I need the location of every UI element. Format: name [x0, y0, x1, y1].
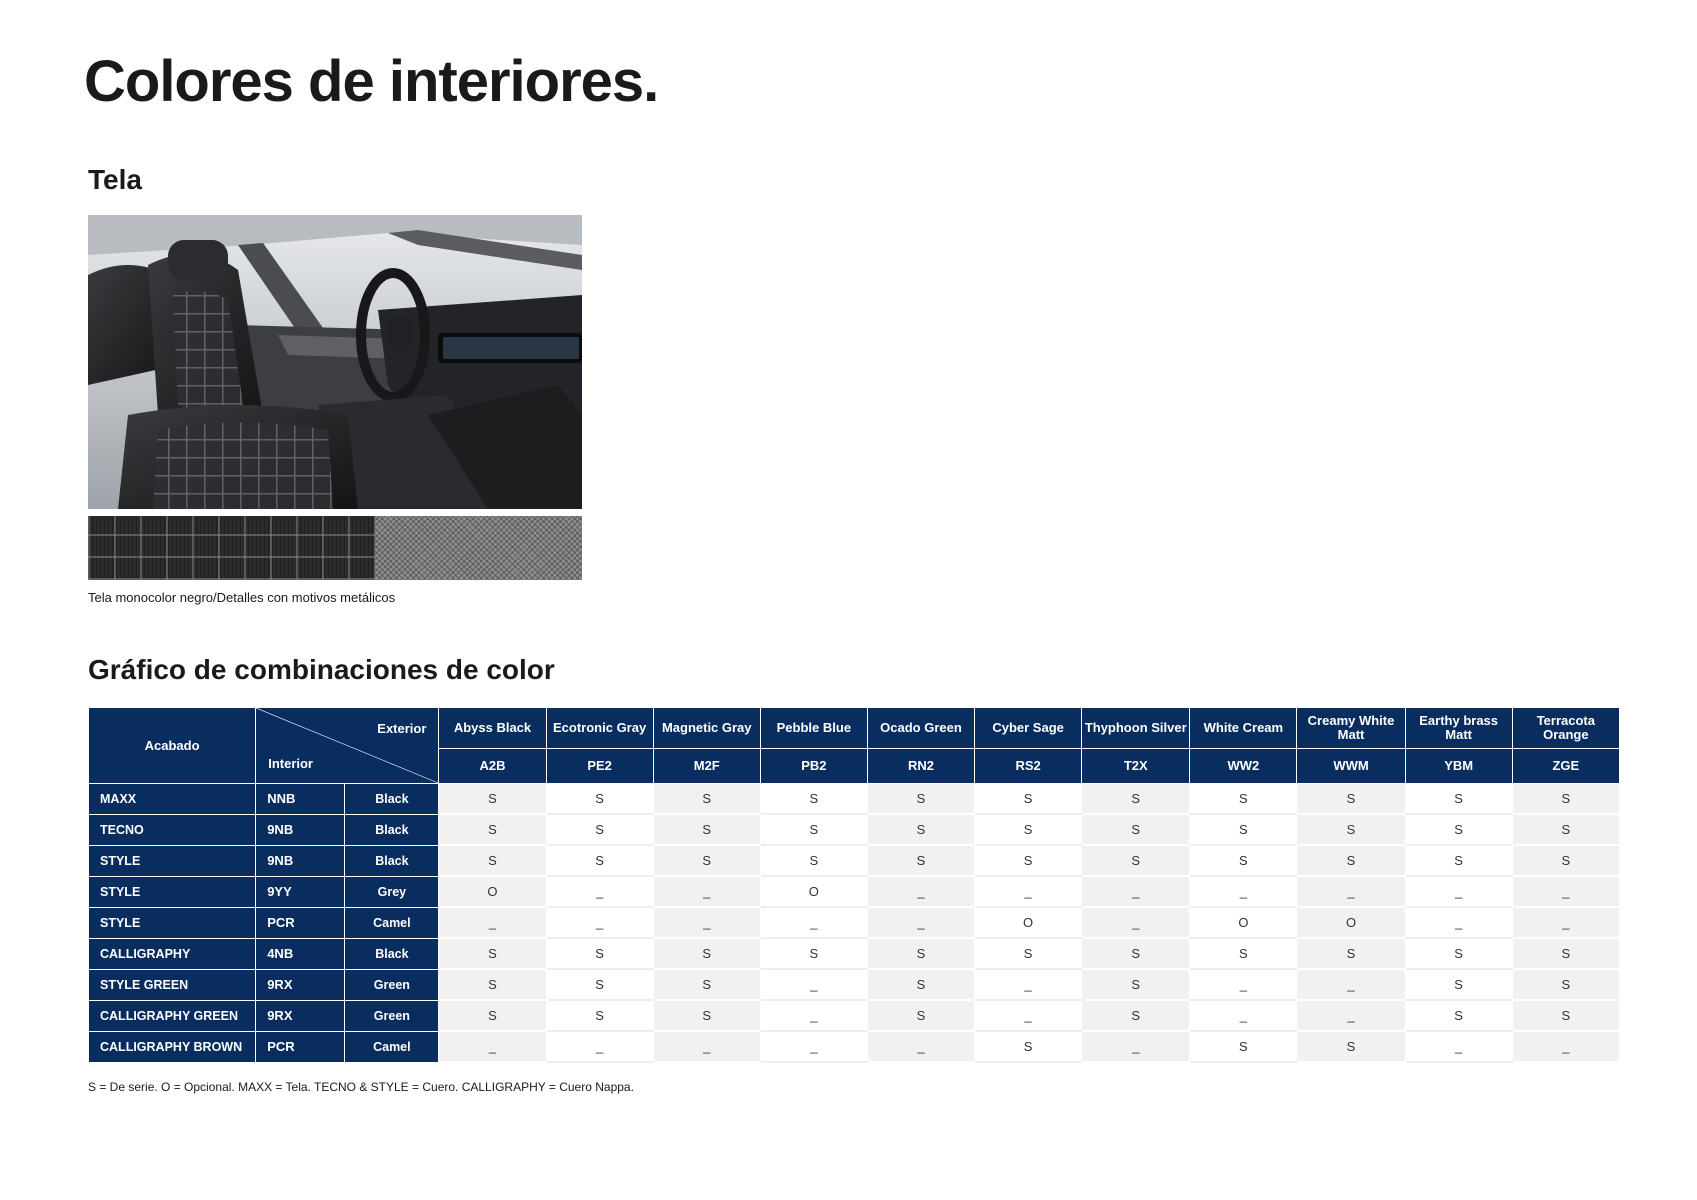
availability-cell: _ — [653, 1031, 760, 1062]
table-row — [89, 814, 1620, 845]
availability-cell: _ — [1405, 876, 1512, 907]
availability-cell: S — [439, 784, 546, 815]
trim-name: CALLIGRAPHY — [89, 938, 256, 969]
availability-cell: S — [760, 784, 867, 815]
table-row — [89, 907, 1620, 938]
availability-cell: S — [546, 1000, 653, 1031]
availability-cell: S — [760, 814, 867, 845]
availability-cell: S — [1190, 1031, 1297, 1062]
interior-code: 4NB — [256, 938, 345, 969]
availability-cell: S — [1297, 845, 1405, 876]
plaid-fabric-swatch — [88, 516, 375, 580]
exterior-color-header: White Cream — [1190, 708, 1297, 749]
interior-color: Camel — [345, 1031, 439, 1062]
availability-cell: _ — [1082, 876, 1190, 907]
interior-code: 9RX — [256, 1000, 345, 1031]
exterior-code-header: T2X — [1082, 749, 1190, 784]
table-body — [89, 784, 1620, 1063]
availability-cell: S — [546, 969, 653, 1000]
table-row — [89, 1031, 1620, 1062]
exterior-code-header: YBM — [1405, 749, 1512, 784]
availability-cell: S — [546, 814, 653, 845]
availability-cell: S — [760, 938, 867, 969]
availability-cell: _ — [1190, 1000, 1297, 1031]
availability-cell: _ — [760, 1000, 867, 1031]
availability-cell: S — [439, 814, 546, 845]
exterior-code-header: WWM — [1297, 749, 1405, 784]
availability-cell: _ — [1297, 1000, 1405, 1031]
exterior-code-header: RS2 — [975, 749, 1082, 784]
exterior-color-header: Earthy brass Matt — [1405, 708, 1512, 749]
availability-cell: _ — [1512, 907, 1619, 938]
availability-cell: S — [1512, 969, 1619, 1000]
availability-cell: S — [653, 1000, 760, 1031]
availability-cell: S — [1512, 938, 1619, 969]
availability-cell: _ — [1082, 907, 1190, 938]
availability-cell: _ — [1405, 907, 1512, 938]
interior-code: 9NB — [256, 845, 345, 876]
exterior-code-header: A2B — [439, 749, 546, 784]
trim-name: STYLE — [89, 845, 256, 876]
availability-cell: S — [653, 845, 760, 876]
availability-cell: S — [867, 969, 974, 1000]
availability-cell: O — [439, 876, 546, 907]
availability-cell: S — [1405, 814, 1512, 845]
availability-cell: S — [1082, 938, 1190, 969]
availability-cell: S — [439, 1000, 546, 1031]
table-row — [89, 876, 1620, 907]
interior-code: PCR — [256, 907, 345, 938]
exterior-code-header: ZGE — [1512, 749, 1619, 784]
trim-name: MAXX — [89, 784, 256, 815]
interior-color: Black — [345, 814, 439, 845]
table-row — [89, 845, 1620, 876]
availability-cell: _ — [1190, 969, 1297, 1000]
availability-cell: S — [653, 938, 760, 969]
availability-cell: S — [1190, 814, 1297, 845]
interior-color: Green — [345, 969, 439, 1000]
availability-cell: S — [1190, 784, 1297, 815]
availability-cell: S — [653, 969, 760, 1000]
availability-cell: _ — [760, 907, 867, 938]
interior-code: 9NB — [256, 814, 345, 845]
availability-cell: S — [975, 1031, 1082, 1062]
exterior-code-header: M2F — [653, 749, 760, 784]
availability-cell: S — [546, 845, 653, 876]
trim-name: TECNO — [89, 814, 256, 845]
availability-cell: _ — [1405, 1031, 1512, 1062]
interior-color: Grey — [345, 876, 439, 907]
interior-color: Camel — [345, 907, 439, 938]
legend-note: S = De serie. O = Opcional. MAXX = Tela. TECNO & STYLE = Cuero. CALLIGRAPHY = Cuero Nappa. — [88, 1080, 634, 1094]
availability-cell: _ — [1082, 1031, 1190, 1062]
exterior-code-header: WW2 — [1190, 749, 1297, 784]
acabado-header: Acabado — [89, 708, 256, 784]
interior-photo — [88, 215, 582, 509]
interior-color: Black — [345, 938, 439, 969]
availability-cell: S — [975, 938, 1082, 969]
availability-cell: _ — [760, 1031, 867, 1062]
availability-cell: _ — [1190, 876, 1297, 907]
availability-cell: S — [1405, 845, 1512, 876]
exterior-color-header: Thyphoon Silver — [1082, 708, 1190, 749]
exterior-interior-header — [256, 708, 439, 784]
table-row — [89, 938, 1620, 969]
availability-cell: _ — [975, 876, 1082, 907]
availability-cell: S — [439, 969, 546, 1000]
availability-cell: S — [867, 1000, 974, 1031]
availability-cell: S — [1512, 784, 1619, 815]
car-interior-illustration — [88, 215, 582, 509]
availability-cell: _ — [867, 907, 974, 938]
availability-cell: _ — [1512, 1031, 1619, 1062]
table-row — [89, 969, 1620, 1000]
availability-cell: S — [546, 784, 653, 815]
availability-cell: S — [1297, 784, 1405, 815]
availability-cell: _ — [1297, 969, 1405, 1000]
fabric-swatches — [88, 516, 582, 580]
availability-cell: S — [1082, 1000, 1190, 1031]
availability-cell: S — [653, 814, 760, 845]
availability-cell: S — [1082, 969, 1190, 1000]
availability-cell: _ — [439, 1031, 546, 1062]
exterior-color-header: Pebble Blue — [760, 708, 867, 749]
exterior-code-header: RN2 — [867, 749, 974, 784]
availability-cell: _ — [975, 1000, 1082, 1031]
interior-code: 9YY — [256, 876, 345, 907]
availability-cell: _ — [975, 969, 1082, 1000]
fabric-caption: Tela monocolor negro/Detalles con motivos metálicos — [88, 590, 396, 605]
interior-color: Green — [345, 1000, 439, 1031]
trim-name: STYLE — [89, 907, 256, 938]
availability-cell: S — [653, 784, 760, 815]
trim-name: CALLIGRAPHY BROWN — [89, 1031, 256, 1062]
availability-cell: _ — [760, 969, 867, 1000]
availability-cell: _ — [1297, 876, 1405, 907]
availability-cell: _ — [546, 876, 653, 907]
table-row — [89, 1000, 1620, 1031]
availability-cell: S — [975, 784, 1082, 815]
availability-cell: _ — [653, 907, 760, 938]
availability-cell: S — [1082, 814, 1190, 845]
fabric-heading: Tela — [88, 164, 142, 195]
availability-cell: S — [760, 845, 867, 876]
availability-cell: S — [975, 814, 1082, 845]
availability-cell: S — [1512, 1000, 1619, 1031]
availability-cell: S — [867, 845, 974, 876]
table-row — [89, 784, 1620, 815]
availability-cell: _ — [867, 1031, 974, 1062]
availability-cell: S — [1297, 1031, 1405, 1062]
availability-cell: S — [1082, 784, 1190, 815]
availability-cell: O — [1190, 907, 1297, 938]
chart-heading: Gráfico de combinaciones de color — [88, 654, 555, 685]
exterior-color-header: Ocado Green — [867, 708, 974, 749]
exterior-color-header: Cyber Sage — [975, 708, 1082, 749]
exterior-color-header: Creamy White Matt — [1297, 708, 1405, 749]
availability-cell: _ — [653, 876, 760, 907]
page-title: Colores de interiores. — [84, 49, 659, 114]
interior-code: PCR — [256, 1031, 345, 1062]
exterior-color-header: Terracota Orange — [1512, 708, 1619, 749]
availability-cell: S — [1297, 814, 1405, 845]
availability-cell: S — [1512, 814, 1619, 845]
exterior-color-header: Ecotronic Gray — [546, 708, 653, 749]
availability-cell: S — [867, 938, 974, 969]
trim-name: STYLE GREEN — [89, 969, 256, 1000]
availability-cell: _ — [1512, 876, 1619, 907]
exterior-code-header: PE2 — [546, 749, 653, 784]
availability-cell: S — [975, 845, 1082, 876]
exterior-color-header: Magnetic Gray — [653, 708, 760, 749]
interior-color: Black — [345, 784, 439, 815]
availability-cell: O — [1297, 907, 1405, 938]
exterior-code-header: PB2 — [760, 749, 867, 784]
availability-cell: _ — [439, 907, 546, 938]
availability-cell: S — [1297, 938, 1405, 969]
availability-cell: S — [1190, 845, 1297, 876]
availability-cell: S — [439, 845, 546, 876]
availability-cell: S — [1190, 938, 1297, 969]
availability-cell: O — [760, 876, 867, 907]
availability-cell: S — [1082, 845, 1190, 876]
availability-cell: S — [439, 938, 546, 969]
availability-cell: S — [1512, 845, 1619, 876]
diagonal-divider — [256, 708, 438, 783]
availability-cell: _ — [546, 1031, 653, 1062]
interior-color: Black — [345, 845, 439, 876]
availability-cell: _ — [867, 876, 974, 907]
availability-cell: S — [867, 814, 974, 845]
availability-cell: S — [1405, 969, 1512, 1000]
header-row-names — [89, 708, 1620, 749]
availability-cell: S — [1405, 1000, 1512, 1031]
interior-code: 9RX — [256, 969, 345, 1000]
trim-name: CALLIGRAPHY GREEN — [89, 1000, 256, 1031]
availability-cell: _ — [546, 907, 653, 938]
availability-cell: S — [867, 784, 974, 815]
exterior-label: Exterior — [377, 721, 427, 736]
interior-code: NNB — [256, 784, 345, 815]
availability-cell: O — [975, 907, 1082, 938]
trim-name: STYLE — [89, 876, 256, 907]
color-combination-table — [88, 707, 1620, 1063]
interior-label: Interior — [268, 756, 313, 771]
availability-cell: S — [1405, 938, 1512, 969]
metallic-pattern-swatch — [375, 516, 582, 580]
availability-cell: S — [546, 938, 653, 969]
availability-cell: S — [1405, 784, 1512, 815]
exterior-color-header: Abyss Black — [439, 708, 546, 749]
